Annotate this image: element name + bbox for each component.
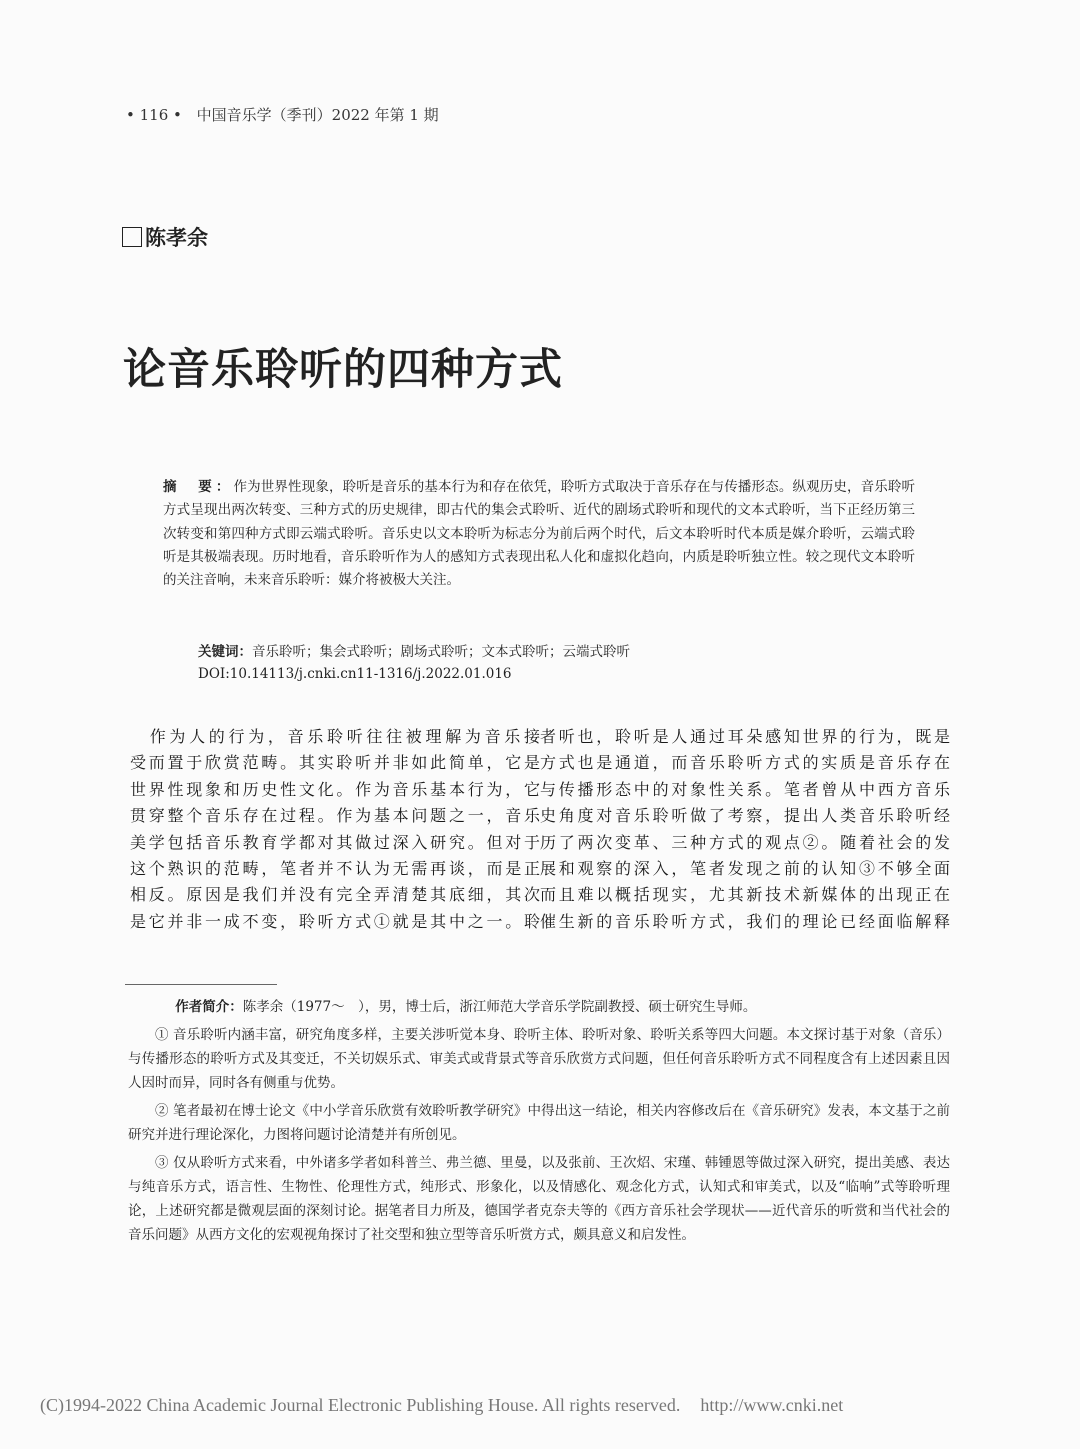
body-line: 这个熟识的范畴，笔者并不认为无需再谈，而是正 bbox=[130, 858, 540, 878]
author-name-text: 陈孝余 bbox=[145, 226, 208, 250]
footnote-3: ③ 仅从聆听方式来看，中外诸多学者如科普兰、弗兰德、里曼，以及张前、王次炤、宋瑾、韩锺恩等做过深入研究，提出美感、表达与纯音乐方式，语言性、生物性、伦理性方式，纯形式、形象化，以及情感化、观念化方式，认知式和审美式，以及“临响”式等聆听理论，上述研究都是微观层面的深刻讨论。据笔者目力所及，德国学者克奈夫等的《西方音乐社会学现状——近代音乐的听赏和当代社会的音乐问题》从西方文化的宏观视角探讨了社交型和独立型等音乐听赏方式，颇具意义和启发性。 bbox=[128, 1155, 950, 1243]
footnotes bbox=[128, 995, 950, 1251]
footer-url[interactable]: http://www.cnki.net bbox=[700, 1395, 844, 1415]
author-name bbox=[122, 222, 208, 252]
body-line: 而且难以概括现实，尤其新技术新媒体的出现正在 bbox=[540, 885, 950, 905]
author-bio bbox=[128, 995, 950, 1019]
body-column-right bbox=[540, 724, 950, 935]
body-line: 美学包括音乐教育学都对其做过深入研究。但对于 bbox=[130, 832, 540, 852]
body-line: 方式也是通道，而音乐聆听方式的实质是音乐存在 bbox=[540, 753, 950, 773]
keywords-label: 关键词： bbox=[198, 644, 252, 660]
page-number: • 116 • bbox=[126, 106, 182, 124]
body-line: 历了两次变革、三种方式的观点②。随着社会的发 bbox=[540, 832, 950, 852]
body-line: 受而置于欣赏范畴。其实聆听并非如此简单，它是 bbox=[130, 753, 540, 773]
abstract-label: 摘 要： bbox=[163, 479, 234, 495]
journal-info: 中国音乐学（季刊）2022 年第 1 期 bbox=[196, 106, 439, 124]
abstract-text: 作为世界性现象，聆听是音乐的基本行为和存在依凭，聆听方式取决于音乐存在与传播形态。纵观历史，音乐聆听方式呈现出两次转变、三种方式的历史规律，即古代的集会式聆听、近代的剧场式聆听和现代的文本式聆听，当下正经历第三次转变和第四种方式即云端式聆听。音乐史以文本聆听为标志分为前后两个时代，后文本聆听时代本质是媒介聆听，云端式聆听是其极端表现。历时地看，音乐聆听作为人的感知方式表现出私人化和虚拟化趋向，内质是聆听独立性。较之现代文本聆听的关注音响，未来音乐聆听：媒介将被极大关注。 bbox=[163, 479, 916, 589]
checkbox-square-icon bbox=[122, 227, 142, 247]
abstract bbox=[163, 476, 915, 592]
author-bio-label: 作者简介： bbox=[175, 999, 243, 1015]
keywords-text: 音乐聆听；集会式聆听；剧场式聆听；文本式聆听；云端式聆听 bbox=[252, 644, 630, 660]
footnote-1: ① 音乐聆听内涵丰富，研究角度多样，主要关涉听觉本身、聆听主体、聆听对象、聆听关系等四大问题。本文探讨基于对象（音乐）与传播形态的聆听方式及其变迁，不关切娱乐式、审美式或背景式等音乐欣赏方式问题，但任何音乐聆听方式不同程度含有上述因素且因人因时而异，同时各有侧重与优势。 bbox=[128, 1027, 950, 1091]
body-line: 作为人的行为，音乐聆听往往被理解为音乐接 bbox=[130, 727, 540, 746]
body-column-left bbox=[130, 724, 540, 935]
footnote-2: ② 笔者最初在博士论文《中小学音乐欣赏有效聆听教学研究》中得出这一结论，相关内容修改后在《音乐研究》发表，本文基于之前研究并进行理论深化，力图将问题讨论清楚并有所创见。 bbox=[128, 1103, 950, 1143]
footnote-divider bbox=[125, 984, 277, 985]
body-line: 与传播形态中的对象性关系。笔者曾从中西方音乐 bbox=[540, 779, 950, 799]
body-line: 贯穿整个音乐存在过程。作为基本问题之一，音乐 bbox=[130, 806, 540, 826]
body-line: 世界性现象和历史性文化。作为音乐基本行为，它 bbox=[130, 779, 540, 799]
body-line: 者听也，聆听是人通过耳朵感知世界的行为，既是 bbox=[540, 727, 950, 746]
doi: DOI:10.14113/j.cnki.cn11-1316/j.2022.01.016 bbox=[198, 666, 512, 682]
copyright-text: (C)1994-2022 China Academic Journal Electronic Publishing House. All rights reserved. bbox=[40, 1395, 681, 1415]
author-bio-text: 陈孝余（1977～ ），男，博士后，浙江师范大学音乐学院副教授、硕士研究生导师。 bbox=[242, 999, 757, 1015]
body-line: 催生新的音乐聆听方式，我们的理论已经面临解释 bbox=[540, 911, 950, 931]
body-line: 史角度对音乐聆听做了考察，提出人类音乐聆听经 bbox=[540, 806, 950, 826]
article-title: 论音乐聆听的四种方式 bbox=[123, 345, 563, 395]
copyright-footer bbox=[40, 1395, 843, 1416]
running-header bbox=[126, 104, 439, 125]
body-line: 展和观察的深入，笔者发现之前的认知③不够全面 bbox=[540, 858, 950, 878]
body-line: 是它并非一成不变，聆听方式①就是其中之一。聆 bbox=[130, 911, 540, 931]
keywords bbox=[198, 640, 630, 660]
body-line: 相反。原因是我们并没有完全弄清楚其底细，其次 bbox=[130, 885, 540, 905]
